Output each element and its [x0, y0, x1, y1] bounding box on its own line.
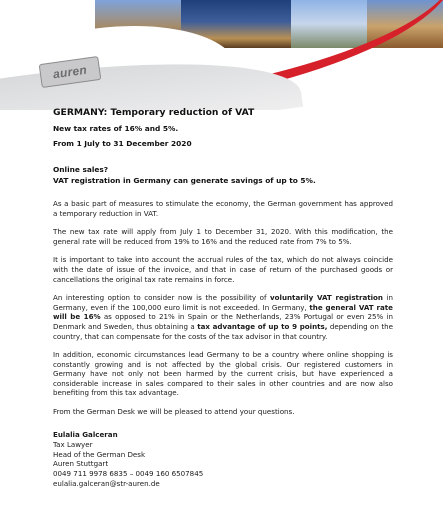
signature-phones: 0049 711 9978 6835 – 0049 160 6507845 — [53, 469, 204, 479]
paragraph-rates: The new tax rate will apply from July 1 to December 31, 2020. With this modification, the general rate will be reduced from 19% to 16% and the reduced rate from 7% to 5%. — [53, 227, 393, 246]
question-heading: Online sales? — [53, 164, 109, 174]
signature-role: Tax Lawyer — [53, 440, 93, 450]
document-body — [53, 108, 393, 488]
paragraph-online-shopping: In addition, economic circumstances lead Germany to be a country where online shopping is constantly growing and is not affected by the global crisis. Our registered customers in Germany have not only not been harmed by the current crisis, but have experienced a considerable increase in sales compared to their sales in other countries and are now also benefiting from this tax advantage. — [53, 350, 393, 398]
question-block — [53, 165, 393, 186]
paragraph-accrual: It is important to take into account the accrual rules of the tax, which do not always coincide with the date of issue of the invoice, and that in case of return of the purchased goods or cancellations the original tax rate remains in force. — [53, 255, 393, 284]
text-run: An interesting option to consider now is the possibility of — [53, 293, 271, 303]
signature-office: Auren Stuttgart — [53, 459, 109, 469]
signature-block — [53, 430, 393, 489]
question-answer: VAT registration in Germany can generate savings of up to 5%. — [53, 176, 316, 186]
subtitle-rates: New tax rates of 16% and 5%. — [53, 123, 179, 133]
document-title: GERMANY: Temporary reduction of VAT — [53, 107, 255, 118]
text-run: in Germany, even if the 100,000 euro limit is not exceeded. In Germany, — [53, 293, 393, 312]
bold-run: tax advantage of up to 9 points, — [197, 321, 328, 331]
page-header — [0, 0, 443, 110]
signature-name: Eulalia Galceran — [53, 429, 118, 439]
text-run: depending on the country, that can compensate for the costs of the tax advisor in that country. — [53, 321, 393, 341]
logo-text: auren — [52, 62, 88, 82]
paragraph-closing: From the German Desk we will be pleased to attend your questions. — [53, 407, 295, 417]
signature-email[interactable]: eulalia.galceran@str-auren.de — [53, 478, 160, 488]
bold-run: voluntarily VAT registration — [270, 293, 383, 303]
signature-desk: Head of the German Desk — [53, 449, 146, 459]
text-run: as opposed to 21% in Spain or the Netherlands, 23% Portugal or even 25% in Denmark and Sweden, thus obtaining a — [53, 312, 393, 331]
bold-run: the general VAT rate will be 16% — [53, 302, 393, 322]
subtitle-period: From 1 July to 31 December 2020 — [53, 139, 192, 149]
paragraph-registration — [53, 293, 393, 341]
paragraph-intro: As a basic part of measures to stimulate the economy, the German government has approved a temporary reduction in VAT. — [53, 198, 393, 218]
